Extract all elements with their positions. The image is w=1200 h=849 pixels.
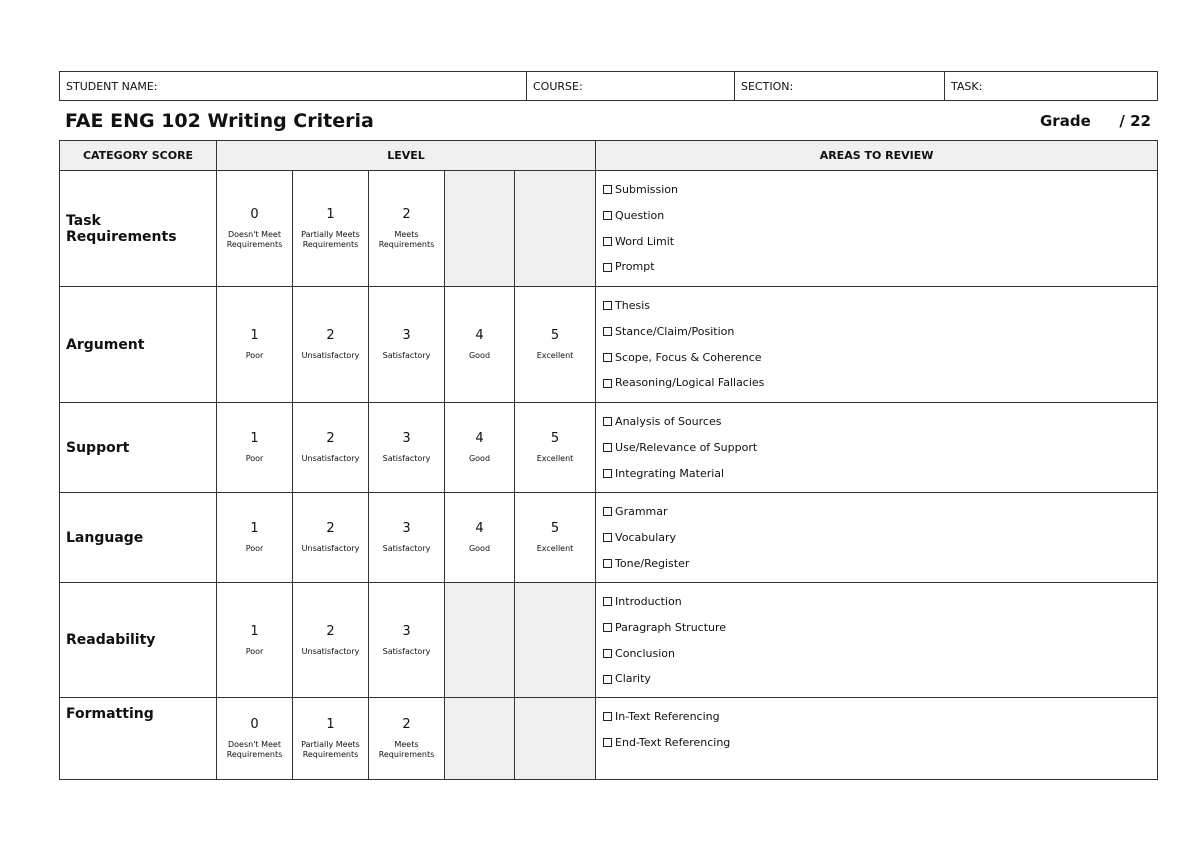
- level-option[interactable]: [293, 403, 369, 493]
- review-item-label: Submission: [615, 183, 678, 196]
- checkbox-icon[interactable]: [603, 559, 612, 568]
- review-item[interactable]: [603, 254, 1157, 280]
- level-description: Doesn't Meet: [228, 230, 281, 239]
- checkbox-icon[interactable]: [603, 712, 612, 721]
- areas-to-review: [596, 171, 1158, 287]
- rubric-row: [60, 287, 1158, 403]
- category-name: Support: [60, 403, 217, 493]
- review-item-label: Reasoning/Logical Fallacies: [615, 376, 765, 390]
- level-option[interactable]: [217, 698, 293, 780]
- level-description: Partially Meets: [301, 230, 360, 239]
- category-name: Readability: [60, 583, 217, 698]
- level-score: 1: [326, 207, 335, 222]
- empty-level-cell: [515, 583, 596, 698]
- review-item-label: Scope, Focus & Coherence: [615, 350, 762, 364]
- checkbox-icon[interactable]: [603, 507, 612, 516]
- level-description: Requirements: [378, 750, 435, 759]
- review-item[interactable]: [603, 370, 1157, 396]
- level-option[interactable]: [515, 287, 596, 403]
- level-description: Unsatisfactory: [301, 454, 360, 463]
- level-score: 3: [402, 328, 411, 343]
- level-option[interactable]: [515, 493, 596, 583]
- checkbox-icon[interactable]: [603, 327, 612, 336]
- rubric-header-row: [60, 141, 1158, 171]
- level-option[interactable]: [369, 287, 445, 403]
- level-description: Excellent: [536, 351, 574, 360]
- level-score: 3: [402, 623, 411, 639]
- areas-to-review: [596, 698, 1158, 780]
- level-score: 2: [326, 328, 335, 343]
- level-description: Poor: [245, 646, 264, 656]
- level-score: 2: [402, 207, 411, 222]
- level-option[interactable]: [217, 403, 293, 493]
- level-description: Poor: [245, 351, 264, 360]
- category-name: Language: [60, 493, 217, 583]
- level-description: Satisfactory: [382, 351, 431, 360]
- review-item[interactable]: [603, 666, 1157, 692]
- review-item[interactable]: [603, 177, 1157, 203]
- level-score: 5: [550, 328, 560, 343]
- level-option[interactable]: [445, 287, 515, 403]
- checkbox-icon[interactable]: [603, 237, 612, 246]
- review-item-label: Vocabulary: [615, 530, 677, 544]
- level-option[interactable]: [515, 403, 596, 493]
- rubric-row: [60, 583, 1158, 698]
- level-option[interactable]: [445, 493, 515, 583]
- review-item-label: Word Limit: [615, 234, 675, 248]
- review-item[interactable]: [603, 615, 1157, 641]
- level-score: 1: [326, 717, 335, 732]
- task-field[interactable]: TASK:: [945, 72, 1158, 101]
- review-item-label: Integrating Material: [615, 466, 725, 480]
- empty-level-cell: [445, 698, 515, 780]
- empty-level-cell: [515, 171, 596, 287]
- review-item[interactable]: [603, 203, 1157, 229]
- review-item[interactable]: [603, 499, 1157, 525]
- review-item[interactable]: [603, 293, 1157, 319]
- level-option[interactable]: [217, 493, 293, 583]
- level-option[interactable]: [369, 493, 445, 583]
- level-description: Poor: [245, 454, 264, 463]
- empty-level-cell: [515, 698, 596, 780]
- level-description: Good: [468, 544, 491, 553]
- level-option[interactable]: [369, 698, 445, 780]
- review-item[interactable]: [603, 345, 1157, 371]
- level-option[interactable]: [293, 171, 369, 287]
- areas-to-review: [596, 403, 1158, 493]
- review-item[interactable]: [603, 730, 1157, 756]
- checkbox-icon[interactable]: [603, 263, 612, 272]
- review-item[interactable]: [603, 435, 1157, 461]
- category-name: Task Requirements: [60, 171, 217, 287]
- level-option[interactable]: [217, 583, 293, 698]
- grade-total: / 22: [1119, 112, 1151, 130]
- level-description: Unsatisfactory: [301, 646, 360, 656]
- checkbox-icon[interactable]: [603, 623, 612, 632]
- rubric-row: [60, 403, 1158, 493]
- review-item-label: Prompt: [615, 260, 655, 274]
- checkbox-icon[interactable]: [603, 675, 612, 684]
- level-description: Requirements: [226, 240, 283, 249]
- level-option[interactable]: [217, 171, 293, 287]
- review-item[interactable]: [603, 461, 1157, 487]
- review-item[interactable]: [603, 319, 1157, 345]
- level-option[interactable]: [369, 171, 445, 287]
- level-score: 1: [250, 623, 259, 639]
- level-description: Satisfactory: [382, 646, 431, 656]
- checkbox-icon[interactable]: [603, 469, 612, 478]
- level-description: Excellent: [536, 544, 574, 553]
- level-score: 2: [326, 521, 335, 536]
- level-score: 0: [250, 207, 259, 222]
- checkbox-icon[interactable]: [603, 738, 612, 747]
- level-description: Poor: [245, 544, 264, 553]
- level-description: Partially Meets: [301, 740, 360, 749]
- empty-level-cell: [445, 583, 515, 698]
- grade-label: Grade: [1040, 112, 1091, 130]
- review-item-label: Thesis: [615, 299, 651, 312]
- level-score: 4: [475, 328, 484, 343]
- level-score: 2: [326, 431, 335, 446]
- level-description: Meets: [394, 740, 419, 749]
- level-description: Satisfactory: [382, 544, 431, 553]
- review-item-label: Introduction: [615, 595, 682, 608]
- level-description: Unsatisfactory: [301, 544, 360, 553]
- level-option[interactable]: [293, 287, 369, 403]
- level-score: 0: [250, 717, 259, 732]
- review-item-label: Use/Relevance of Support: [615, 440, 758, 454]
- rubric-row: [60, 493, 1158, 583]
- level-option[interactable]: [445, 403, 515, 493]
- level-score: 1: [250, 328, 259, 343]
- level-score: 1: [250, 431, 259, 446]
- course-field[interactable]: COURSE:: [527, 72, 735, 101]
- review-item-label: End-Text Referencing: [615, 735, 731, 749]
- level-description: Good: [468, 454, 491, 463]
- level-description: Good: [468, 351, 491, 360]
- review-item-label: Grammar: [615, 505, 668, 518]
- level-description: Meets: [394, 230, 419, 239]
- review-item-label: Tone/Register: [615, 556, 690, 570]
- level-score: 2: [326, 623, 335, 639]
- rubric-row: [60, 171, 1158, 287]
- review-item-label: In-Text Referencing: [615, 710, 720, 723]
- areas-header: AREAS TO REVIEW: [596, 141, 1158, 171]
- level-score: 1: [250, 521, 259, 536]
- review-item[interactable]: [603, 525, 1157, 551]
- level-description: Requirements: [226, 750, 283, 759]
- areas-to-review: [596, 493, 1158, 583]
- level-description: Requirements: [378, 240, 435, 249]
- level-option[interactable]: [293, 493, 369, 583]
- level-score: 3: [402, 521, 411, 536]
- review-item-label: Clarity: [615, 672, 651, 686]
- level-description: Satisfactory: [382, 454, 431, 463]
- student-info-table: [59, 71, 1158, 101]
- checkbox-icon[interactable]: [603, 211, 612, 220]
- category-name: Formatting: [60, 698, 217, 780]
- rubric-table: [59, 140, 1158, 780]
- level-option[interactable]: [293, 698, 369, 780]
- level-description: Unsatisfactory: [301, 351, 360, 360]
- review-item[interactable]: [603, 704, 1157, 730]
- level-option[interactable]: [217, 287, 293, 403]
- level-score: 2: [402, 717, 411, 732]
- checkbox-icon[interactable]: [603, 533, 612, 542]
- checkbox-icon[interactable]: [603, 301, 612, 310]
- document-title: FAE ENG 102 Writing Criteria: [65, 110, 374, 132]
- checkbox-icon[interactable]: [603, 353, 612, 362]
- review-item-label: Analysis of Sources: [615, 415, 722, 428]
- review-item[interactable]: [603, 229, 1157, 255]
- level-option[interactable]: [369, 403, 445, 493]
- empty-level-cell: [445, 171, 515, 287]
- level-description: Doesn't Meet: [228, 740, 281, 749]
- review-item[interactable]: [603, 641, 1157, 667]
- areas-to-review: [596, 287, 1158, 403]
- student-name-field[interactable]: STUDENT NAME:: [60, 72, 527, 101]
- review-item-label: Paragraph Structure: [615, 620, 727, 634]
- category-header: CATEGORY SCORE: [60, 141, 217, 171]
- level-description: Requirements: [302, 750, 359, 759]
- checkbox-icon[interactable]: [603, 185, 612, 194]
- level-description: Requirements: [302, 240, 359, 249]
- review-item-label: Conclusion: [615, 646, 675, 660]
- checkbox-icon[interactable]: [603, 649, 612, 658]
- level-score: 5: [550, 521, 560, 536]
- level-score: 3: [402, 431, 411, 446]
- level-description: Excellent: [536, 454, 574, 463]
- level-score: 4: [475, 521, 484, 536]
- level-option[interactable]: [369, 583, 445, 698]
- level-score: 5: [550, 431, 560, 446]
- review-item-label: Stance/Claim/Position: [615, 324, 735, 338]
- checkbox-icon[interactable]: [603, 443, 612, 452]
- review-item[interactable]: [603, 409, 1157, 435]
- level-score: 4: [475, 431, 484, 446]
- checkbox-icon[interactable]: [603, 379, 612, 388]
- rubric-row: [60, 698, 1158, 780]
- checkbox-icon[interactable]: [603, 417, 612, 426]
- review-item[interactable]: [603, 551, 1157, 577]
- category-name: Argument: [60, 287, 217, 403]
- title-row: [59, 108, 1157, 136]
- section-field[interactable]: SECTION:: [735, 72, 945, 101]
- level-header: LEVEL: [217, 141, 596, 171]
- level-option[interactable]: [293, 583, 369, 698]
- areas-to-review: [596, 583, 1158, 698]
- review-item-label: Question: [615, 208, 665, 222]
- review-item[interactable]: [603, 589, 1157, 615]
- checkbox-icon[interactable]: [603, 597, 612, 606]
